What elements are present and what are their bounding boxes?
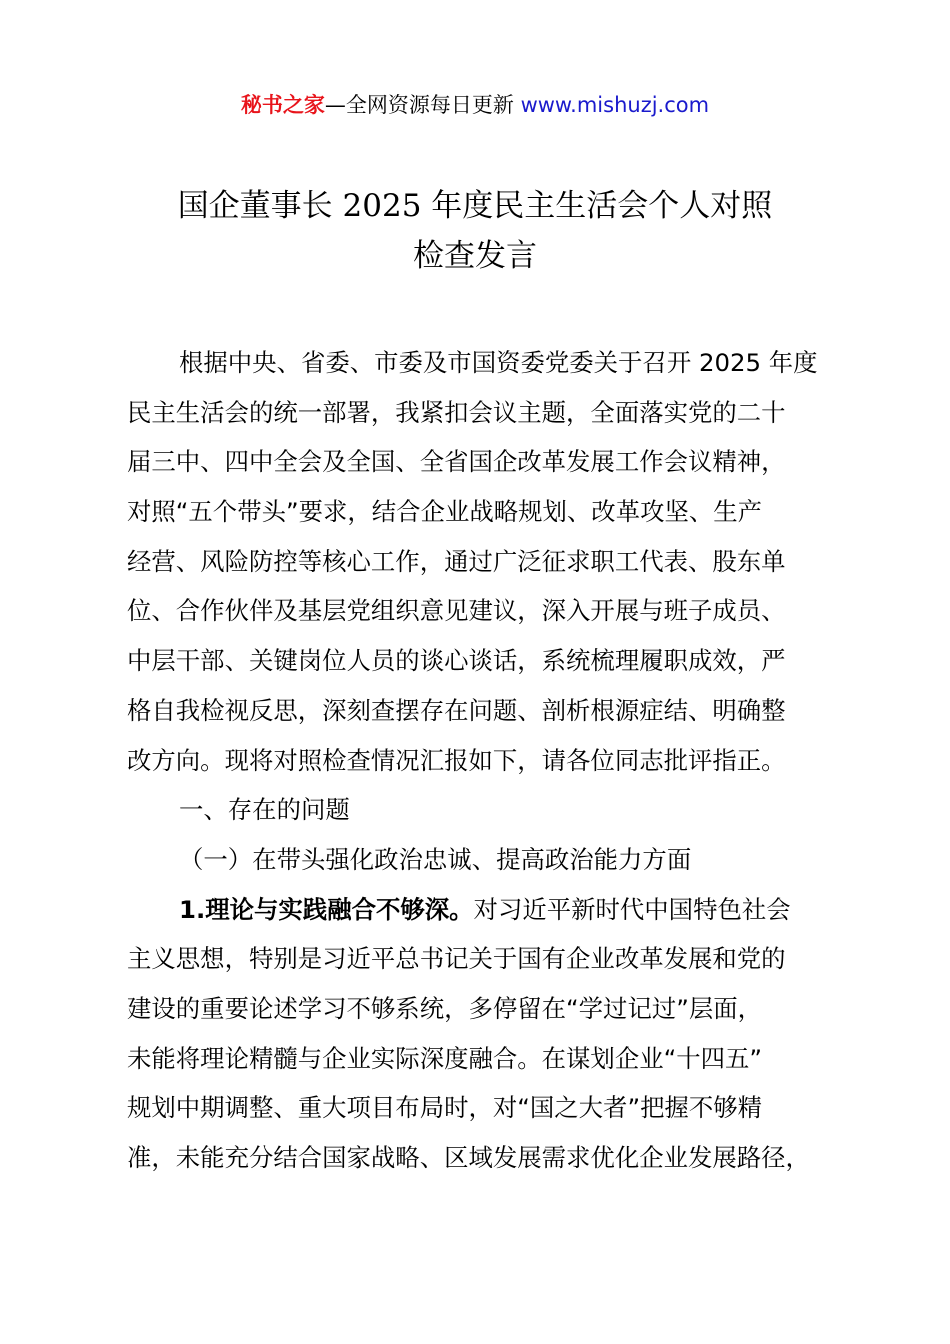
title-line: 检查发言	[413, 237, 537, 274]
paragraph-line: 经营、风险防控等核心工作，通过广泛征求职工代表、股东单	[127, 546, 786, 576]
intro-paragraph	[127, 338, 833, 785]
brand-name: 秘书之家	[240, 93, 325, 117]
paragraph-line: 主义思想，特别是习近平总书记关于国有企业改革发展和党的	[127, 944, 786, 974]
subsection-heading: （一）在带头强化政治忠诚、提高政治能力方面	[179, 844, 692, 874]
paragraph-line: 准，未能充分结合国家战略、区域发展需求优化企业发展路径，	[127, 1143, 810, 1172]
paragraph-line	[127, 885, 833, 935]
item-paragraph	[127, 885, 833, 1183]
header-tagline: —全网资源每日更新	[324, 93, 514, 117]
paragraph-line: 建设的重要论述学习不够系统，多停留在“学过记过”层面，	[127, 993, 763, 1023]
site-url-link[interactable]: www.mishuzj.com	[520, 93, 710, 117]
document-title	[100, 182, 850, 281]
paragraph-line: 规划中期调整、重大项目布局时，对“国之大者”把握不够精	[127, 1093, 763, 1123]
item-title: 1.理论与实践融合不够深。	[179, 894, 474, 924]
paragraph-line: 位、合作伙伴及基层党组织意见建议，深入开展与班子成员、	[127, 596, 786, 626]
paragraph-line: 未能将理论精髓与企业实际深度融合。在谋划企业“十四五”	[127, 1043, 763, 1073]
site-header	[0, 88, 950, 122]
section-heading: 一、存在的问题	[179, 795, 350, 825]
paragraph-line: 改方向。现将对照检查情况汇报如下，请各位同志批评指正。	[127, 745, 786, 775]
title-line: 国企董事长 2025 年度民主生活会个人对照	[177, 188, 773, 224]
paragraph-line: 根据中央、省委、市委及市国资委党委关于召开 2025 年度	[179, 348, 818, 377]
paragraph-line: 中层干部、关键岗位人员的谈心谈话，系统梳理履职成效，严	[127, 646, 786, 676]
paragraph-line: 对照“五个带头”要求，结合企业战略规划、改革攻坚、生产	[127, 497, 763, 527]
paragraph-line: 格自我检视反思，深刻查摆存在问题、剖析根源症结、明确整	[127, 695, 786, 725]
paragraph-line: 民主生活会的统一部署，我紧扣会议主题，全面落实党的二十	[127, 397, 786, 427]
document-body	[127, 338, 833, 1183]
item-text: 对习近平新时代中国特色社会	[473, 894, 791, 924]
paragraph-line: 届三中、四中全会及全国、全省国企改革发展工作会议精神，	[127, 447, 786, 477]
